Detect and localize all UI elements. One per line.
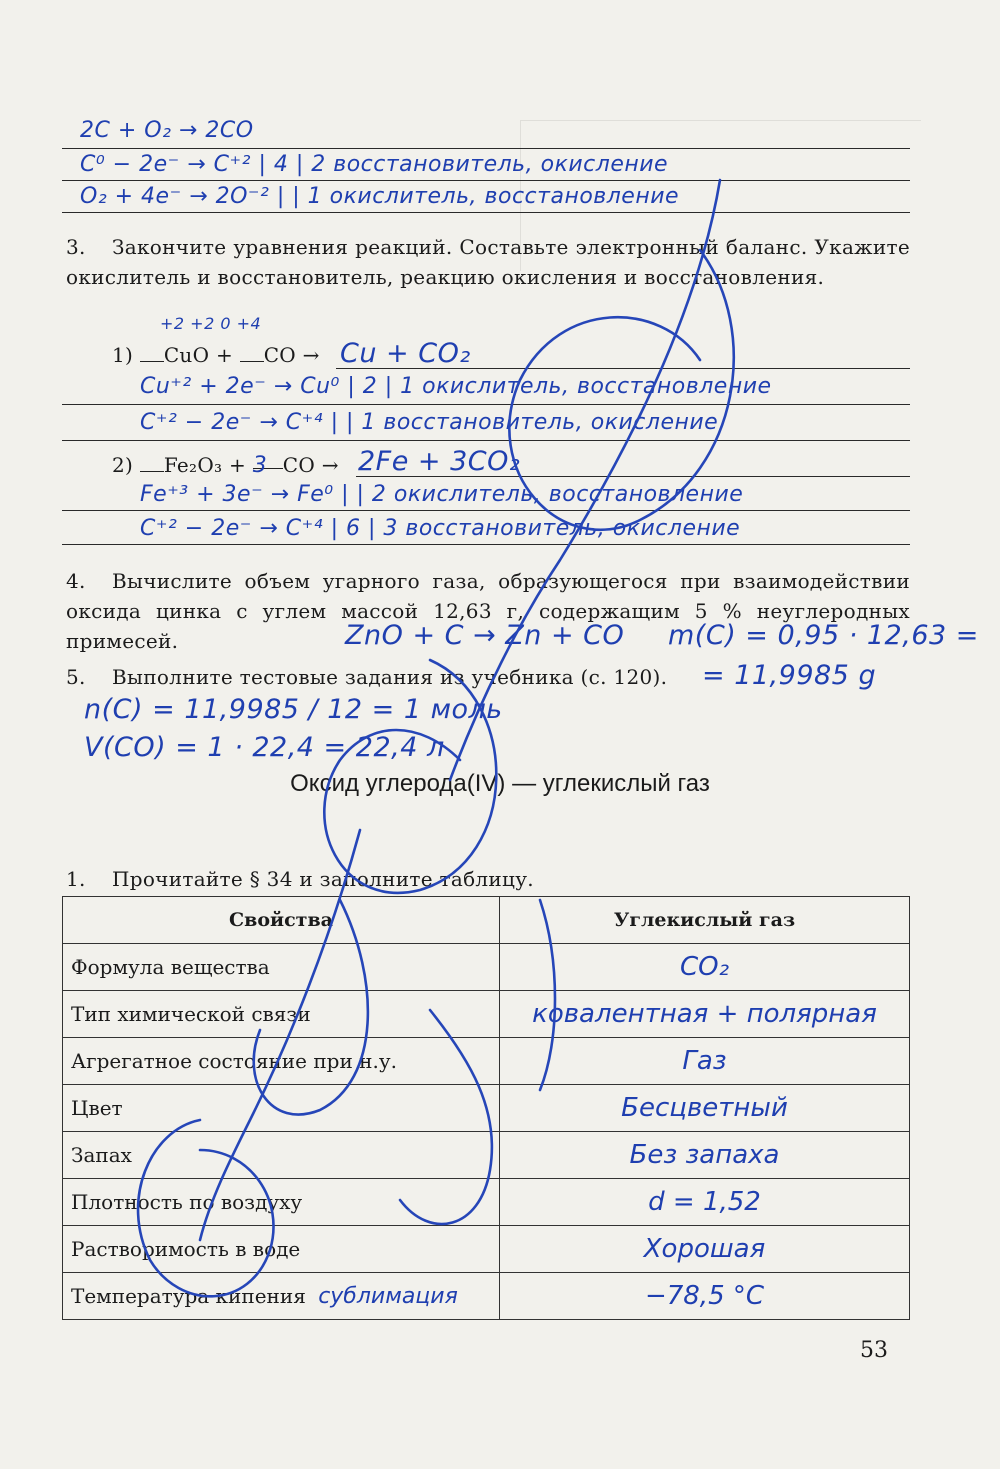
task-text: Вычислите объем угарного газа, образующегося при взаимодействии оксида цинка с углем массой 12,63 г, содержащим 5 % неуглеродных примесей. xyxy=(66,569,910,653)
equation-2 xyxy=(112,450,339,480)
property-cell: Цвет xyxy=(63,1085,500,1132)
properties-table xyxy=(62,896,910,1320)
reactant: Fe₂O₃ + xyxy=(163,453,247,477)
property-cell: Тип химической связи xyxy=(63,991,500,1038)
task-text: Закончите уравнения реакций. Составьте электронный баланс. Укажите окислитель и восстановитель, реакцию окисления и восстановления. xyxy=(66,235,910,289)
table-row xyxy=(63,1226,910,1273)
handwritten-balance-line: Fe⁺³ + 3e⁻ → Fe⁰ | | 2 окислитель, восстановление xyxy=(140,482,744,507)
table-row xyxy=(63,991,910,1038)
handwritten-balance-line: C⁺² − 2e⁻ → C⁺⁴ | | 1 восстановитель, окисление xyxy=(140,410,719,435)
handwritten-equation: 2C + O₂ → 2CO xyxy=(80,118,254,143)
answer-cell xyxy=(500,944,910,991)
equation-1 xyxy=(112,340,320,370)
task-1-text xyxy=(66,864,534,894)
table-row xyxy=(63,1132,910,1179)
page-number: 53 xyxy=(860,1338,888,1363)
answer-cell xyxy=(500,1226,910,1273)
reactant: CuO + xyxy=(163,343,234,367)
rule-line xyxy=(62,544,910,545)
answer-cell xyxy=(500,991,910,1038)
handwritten-balance-line: C⁺² − 2e⁻ → C⁺⁴ | 6 | 3 восстановитель, окисление xyxy=(140,516,741,541)
coefficient-blank xyxy=(240,343,264,362)
property-cell: Агрегатное состояние при н.у. xyxy=(63,1038,500,1085)
equation-label: 1) xyxy=(112,343,134,367)
handwritten-calculation: m(C) = 0,95 · 12,63 = xyxy=(668,620,979,651)
property-cell: Формула вещества xyxy=(63,944,500,991)
task-number: 1. xyxy=(66,867,86,891)
table-row xyxy=(63,1085,910,1132)
table-row xyxy=(63,1179,910,1226)
table-row xyxy=(63,1273,910,1320)
table-header-row xyxy=(63,897,910,944)
property-cell: Плотность по воздуху xyxy=(63,1179,500,1226)
handwritten-answer: −78,5 °C xyxy=(644,1281,765,1311)
handwritten-answer: CO₂ xyxy=(679,952,730,982)
rule-line xyxy=(62,404,910,405)
handwritten-balance-line: Cu⁺² + 2e⁻ → Cu⁰ | 2 | 1 окислитель, восстановление xyxy=(140,374,772,399)
answer-cell xyxy=(500,1038,910,1085)
reactant: CO → xyxy=(263,343,320,367)
answer-cell xyxy=(500,1273,910,1320)
task-number: 3. xyxy=(66,235,86,259)
coefficient-blank xyxy=(252,450,283,478)
answer-cell xyxy=(500,1132,910,1179)
handwritten-calculation: n(C) = 11,9985 / 12 = 1 моль xyxy=(84,694,503,725)
property-cell xyxy=(63,1273,500,1320)
property-cell: Растворимость в воде xyxy=(63,1226,500,1273)
property-cell: Запах xyxy=(63,1132,500,1179)
rule-line xyxy=(62,440,910,441)
section-title: Оксид углерода(IV) — углекислый газ xyxy=(290,770,710,797)
answer-cell xyxy=(500,1085,910,1132)
task-number: 5. xyxy=(66,665,86,689)
rule-line xyxy=(62,212,910,213)
coefficient-blank xyxy=(140,453,164,472)
rule-line xyxy=(62,148,910,149)
handwritten-product: Cu + CO₂ xyxy=(340,338,471,369)
handwritten-calculation: = 11,9985 g xyxy=(702,660,877,691)
handwritten-answer: Без запаха xyxy=(629,1140,780,1170)
handwritten-oxidation-states: +2 +2 0 +4 xyxy=(160,314,262,333)
handwritten-coefficient: 3 xyxy=(252,453,268,478)
property-label: Температура кипения xyxy=(71,1283,306,1308)
rule-line xyxy=(62,510,910,511)
handwritten-balance-line: O₂ + 4e⁻ → 2O⁻² | | 1 окислитель, восстановление xyxy=(80,184,680,209)
handwritten-note: сублимация xyxy=(318,1283,458,1309)
handwritten-answer: Газ xyxy=(682,1046,727,1076)
answer-cell xyxy=(500,1179,910,1226)
handwritten-calculation: V(CO) = 1 · 22,4 = 22,4 л xyxy=(84,732,445,763)
task-3-text xyxy=(66,232,910,292)
handwritten-answer: Хорошая xyxy=(643,1234,766,1264)
rule-line xyxy=(62,180,910,181)
table-row xyxy=(63,944,910,991)
task-text: Прочитайте § 34 и заполните таблицу. xyxy=(112,867,534,891)
reactant: CO → xyxy=(282,453,339,477)
task-text: Выполните тестовые задания из учебника (с. 120). xyxy=(112,665,668,689)
handwritten-answer: ковалентная + полярная xyxy=(532,999,877,1029)
table-row xyxy=(63,1038,910,1085)
handwritten-equation: ZnO + C → Zn + CO xyxy=(345,620,625,651)
handwritten-balance-line: C⁰ − 2e⁻ → C⁺² | 4 | 2 восстановитель, окисление xyxy=(80,152,669,177)
handwritten-answer: d = 1,52 xyxy=(648,1187,761,1217)
handwritten-answer: Бесцветный xyxy=(621,1093,788,1123)
rule-line xyxy=(356,476,910,477)
coefficient-blank xyxy=(140,343,164,362)
column-header: Свойства xyxy=(63,897,500,944)
task-5-text xyxy=(66,662,667,692)
task-number: 4. xyxy=(66,569,86,593)
rule-line xyxy=(336,368,910,369)
handwritten-product: 2Fe + 3CO₂ xyxy=(358,446,521,477)
column-header: Углекислый газ xyxy=(500,897,910,944)
equation-label: 2) xyxy=(112,453,134,477)
